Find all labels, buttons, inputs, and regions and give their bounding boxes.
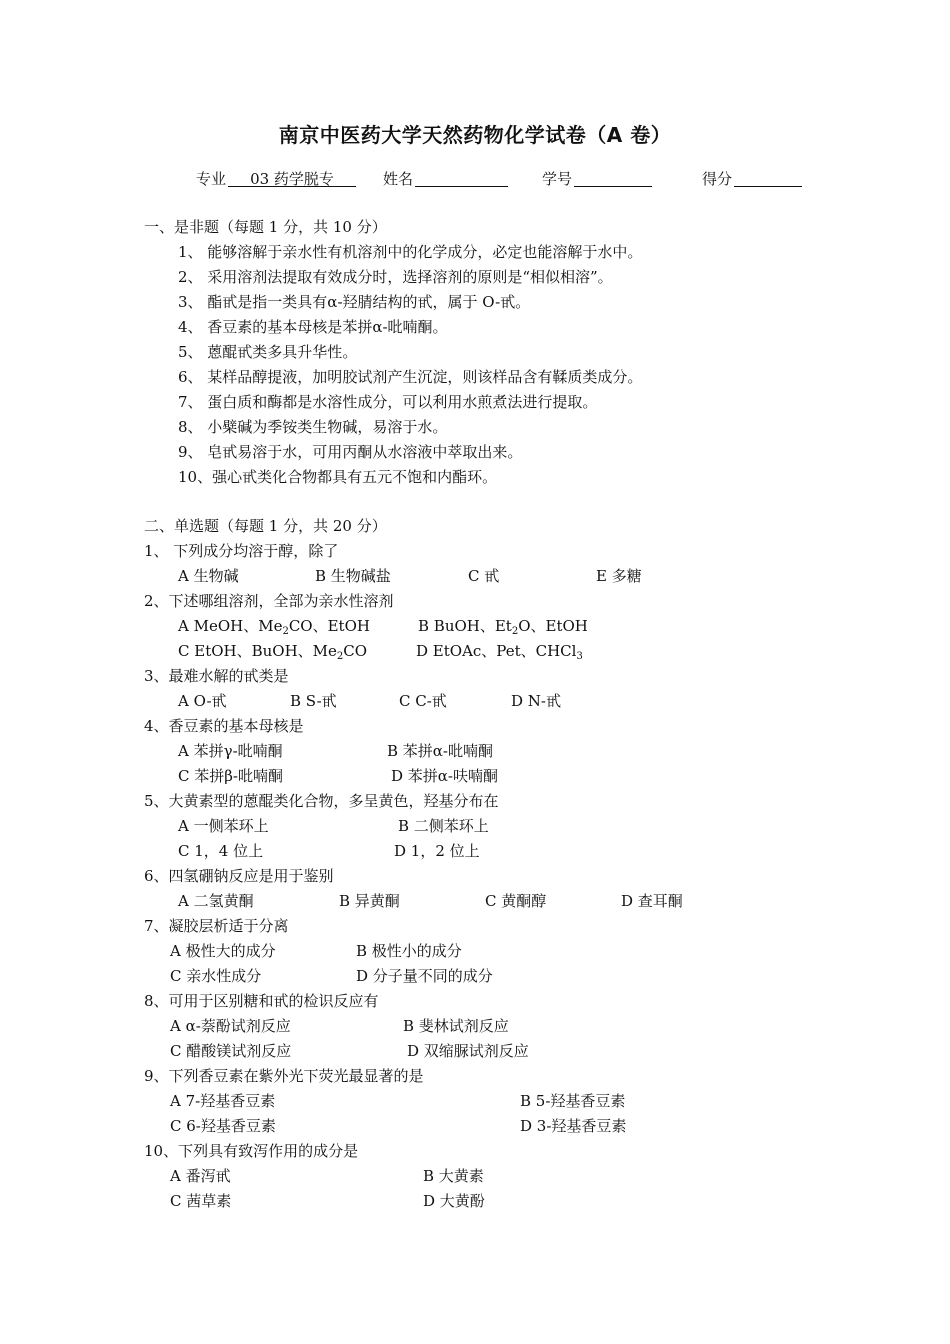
option-c: C 1，4 位上 bbox=[178, 842, 264, 860]
option-a: A 7-羟基香豆素 bbox=[170, 1092, 276, 1110]
tf-item: 3、 酯甙是指一类具有α-羟腈结构的甙，属于 O-甙。 bbox=[178, 293, 531, 311]
option-b: B 二侧苯环上 bbox=[398, 817, 489, 835]
tf-item: 5、 蒽醌甙类多具升华性。 bbox=[178, 343, 358, 361]
tf-item: 4、 香豆素的基本母核是苯拼α-吡喃酮。 bbox=[178, 318, 448, 336]
option-d: D 查耳酮 bbox=[621, 892, 683, 910]
tf-item: 7、 蛋白质和酶都是水溶性成分，可以利用水煎煮法进行提取。 bbox=[178, 393, 598, 411]
option-c: C C-甙 bbox=[399, 692, 447, 710]
option-d: D 双缩脲试剂反应 bbox=[407, 1042, 529, 1060]
tf-item: 6、 某样品醇提液，加明胶试剂产生沉淀，则该样品含有鞣质类成分。 bbox=[178, 368, 643, 386]
option-b: B 异黄酮 bbox=[339, 892, 400, 910]
option-b: B 大黄素 bbox=[423, 1167, 484, 1185]
option-a: A MeOH、$Me_2CO$、EtOH bbox=[178, 617, 370, 637]
option-a: A 苯拼γ-吡喃酮 bbox=[178, 742, 283, 760]
option-c: C 亲水性成分 bbox=[170, 967, 262, 985]
question-stem: 1、 下列成分均溶于醇，除了 bbox=[144, 542, 339, 560]
option-b: B 极性小的成分 bbox=[356, 942, 462, 960]
id-label: 学号 bbox=[542, 170, 573, 188]
question-stem: 5、大黄素型的蒽醌类化合物，多呈黄色，羟基分布在 bbox=[144, 792, 499, 810]
exam-title: 南京中医药大学天然药物化学试卷（A 卷） bbox=[278, 123, 672, 147]
option-a: A 极性大的成分 bbox=[170, 942, 276, 960]
tf-item: 1、 能够溶解于亲水性有机溶剂中的化学成分，必定也能溶解于水中。 bbox=[178, 243, 643, 261]
question-stem: 3、最难水解的甙类是 bbox=[144, 667, 289, 685]
tf-item: 2、 采用溶剂法提取有效成分时，选择溶剂的原则是“相似相溶”。 bbox=[178, 268, 613, 286]
option-c: C 醋酸镁试剂反应 bbox=[170, 1042, 292, 1060]
question-stem: 6、四氢硼钠反应是用于鉴别 bbox=[144, 867, 334, 885]
section1-heading: 一、是非题（每题 1 分，共 10 分） bbox=[144, 218, 387, 236]
score-label: 得分 bbox=[702, 170, 733, 188]
option-c: C EtOH、BuOH、$Me_2CO$ bbox=[178, 642, 368, 662]
question-stem: 7、凝胶层析适于分离 bbox=[144, 917, 289, 935]
option-b: B BuOH、$Et_2O$、EtOH bbox=[418, 617, 588, 637]
question-stem: 2、下述哪组溶剂，全部为亲水性溶剂 bbox=[144, 592, 394, 610]
score-field[interactable] bbox=[734, 168, 802, 187]
section2-heading: 二、单选题（每题 1 分，共 20 分） bbox=[144, 517, 387, 535]
option-d: D 大黄酚 bbox=[423, 1192, 485, 1210]
tf-item: 9、 皂甙易溶于水，可用丙酮从水溶液中萃取出来。 bbox=[178, 443, 523, 461]
option-d: E 多糖 bbox=[596, 567, 642, 585]
option-c: C 黄酮醇 bbox=[485, 892, 547, 910]
option-a: A 一侧苯环上 bbox=[178, 817, 269, 835]
option-b: B 苯拼α-吡喃酮 bbox=[387, 742, 493, 760]
id-field[interactable] bbox=[574, 168, 652, 187]
tf-item: 8、 小檗碱为季铵类生物碱，易溶于水。 bbox=[178, 418, 448, 436]
option-b: B S-甙 bbox=[290, 692, 337, 710]
option-b: B 5-羟基香豆素 bbox=[520, 1092, 626, 1110]
option-d: D 分子量不同的成分 bbox=[356, 967, 493, 985]
option-d: D 1，2 位上 bbox=[394, 842, 480, 860]
name-field[interactable] bbox=[415, 168, 508, 187]
option-c: C 6-羟基香豆素 bbox=[170, 1117, 276, 1135]
question-stem: 4、香豆素的基本母核是 bbox=[144, 717, 304, 735]
tf-item: 10、强心甙类化合物都具有五元不饱和内酯环。 bbox=[178, 468, 498, 486]
name-label: 姓名 bbox=[383, 170, 414, 188]
option-a: A 二氢黄酮 bbox=[178, 892, 254, 910]
major-field[interactable] bbox=[228, 168, 356, 187]
option-a: A α-萘酚试剂反应 bbox=[170, 1017, 291, 1035]
option-a: A O-甙 bbox=[178, 692, 227, 710]
option-a: A 番泻甙 bbox=[170, 1167, 231, 1185]
option-d: D EtOAc、Pet、CHCl$_3$ bbox=[416, 642, 583, 662]
major-value: 03 药学脱专 bbox=[228, 168, 356, 187]
option-d: D N-甙 bbox=[511, 692, 561, 710]
option-d: D 3-羟基香豆素 bbox=[520, 1117, 627, 1135]
question-stem: 8、可用于区别糖和甙的检识反应有 bbox=[144, 992, 379, 1010]
option-c: C 苯拼β-吡喃酮 bbox=[178, 767, 283, 785]
major-label: 专业 bbox=[196, 170, 227, 188]
question-stem: 10、下列具有致泻作用的成分是 bbox=[144, 1142, 359, 1160]
option-c: C 甙 bbox=[468, 567, 500, 585]
option-b: B 生物碱盐 bbox=[315, 567, 391, 585]
question-stem: 9、下列香豆素在紫外光下荧光最显著的是 bbox=[144, 1067, 424, 1085]
option-c: C 茜草素 bbox=[170, 1192, 232, 1210]
option-b: B 斐林试剂反应 bbox=[403, 1017, 509, 1035]
option-d: D 苯拼α-呋喃酮 bbox=[391, 767, 498, 785]
option-a: A 生物碱 bbox=[178, 567, 239, 585]
